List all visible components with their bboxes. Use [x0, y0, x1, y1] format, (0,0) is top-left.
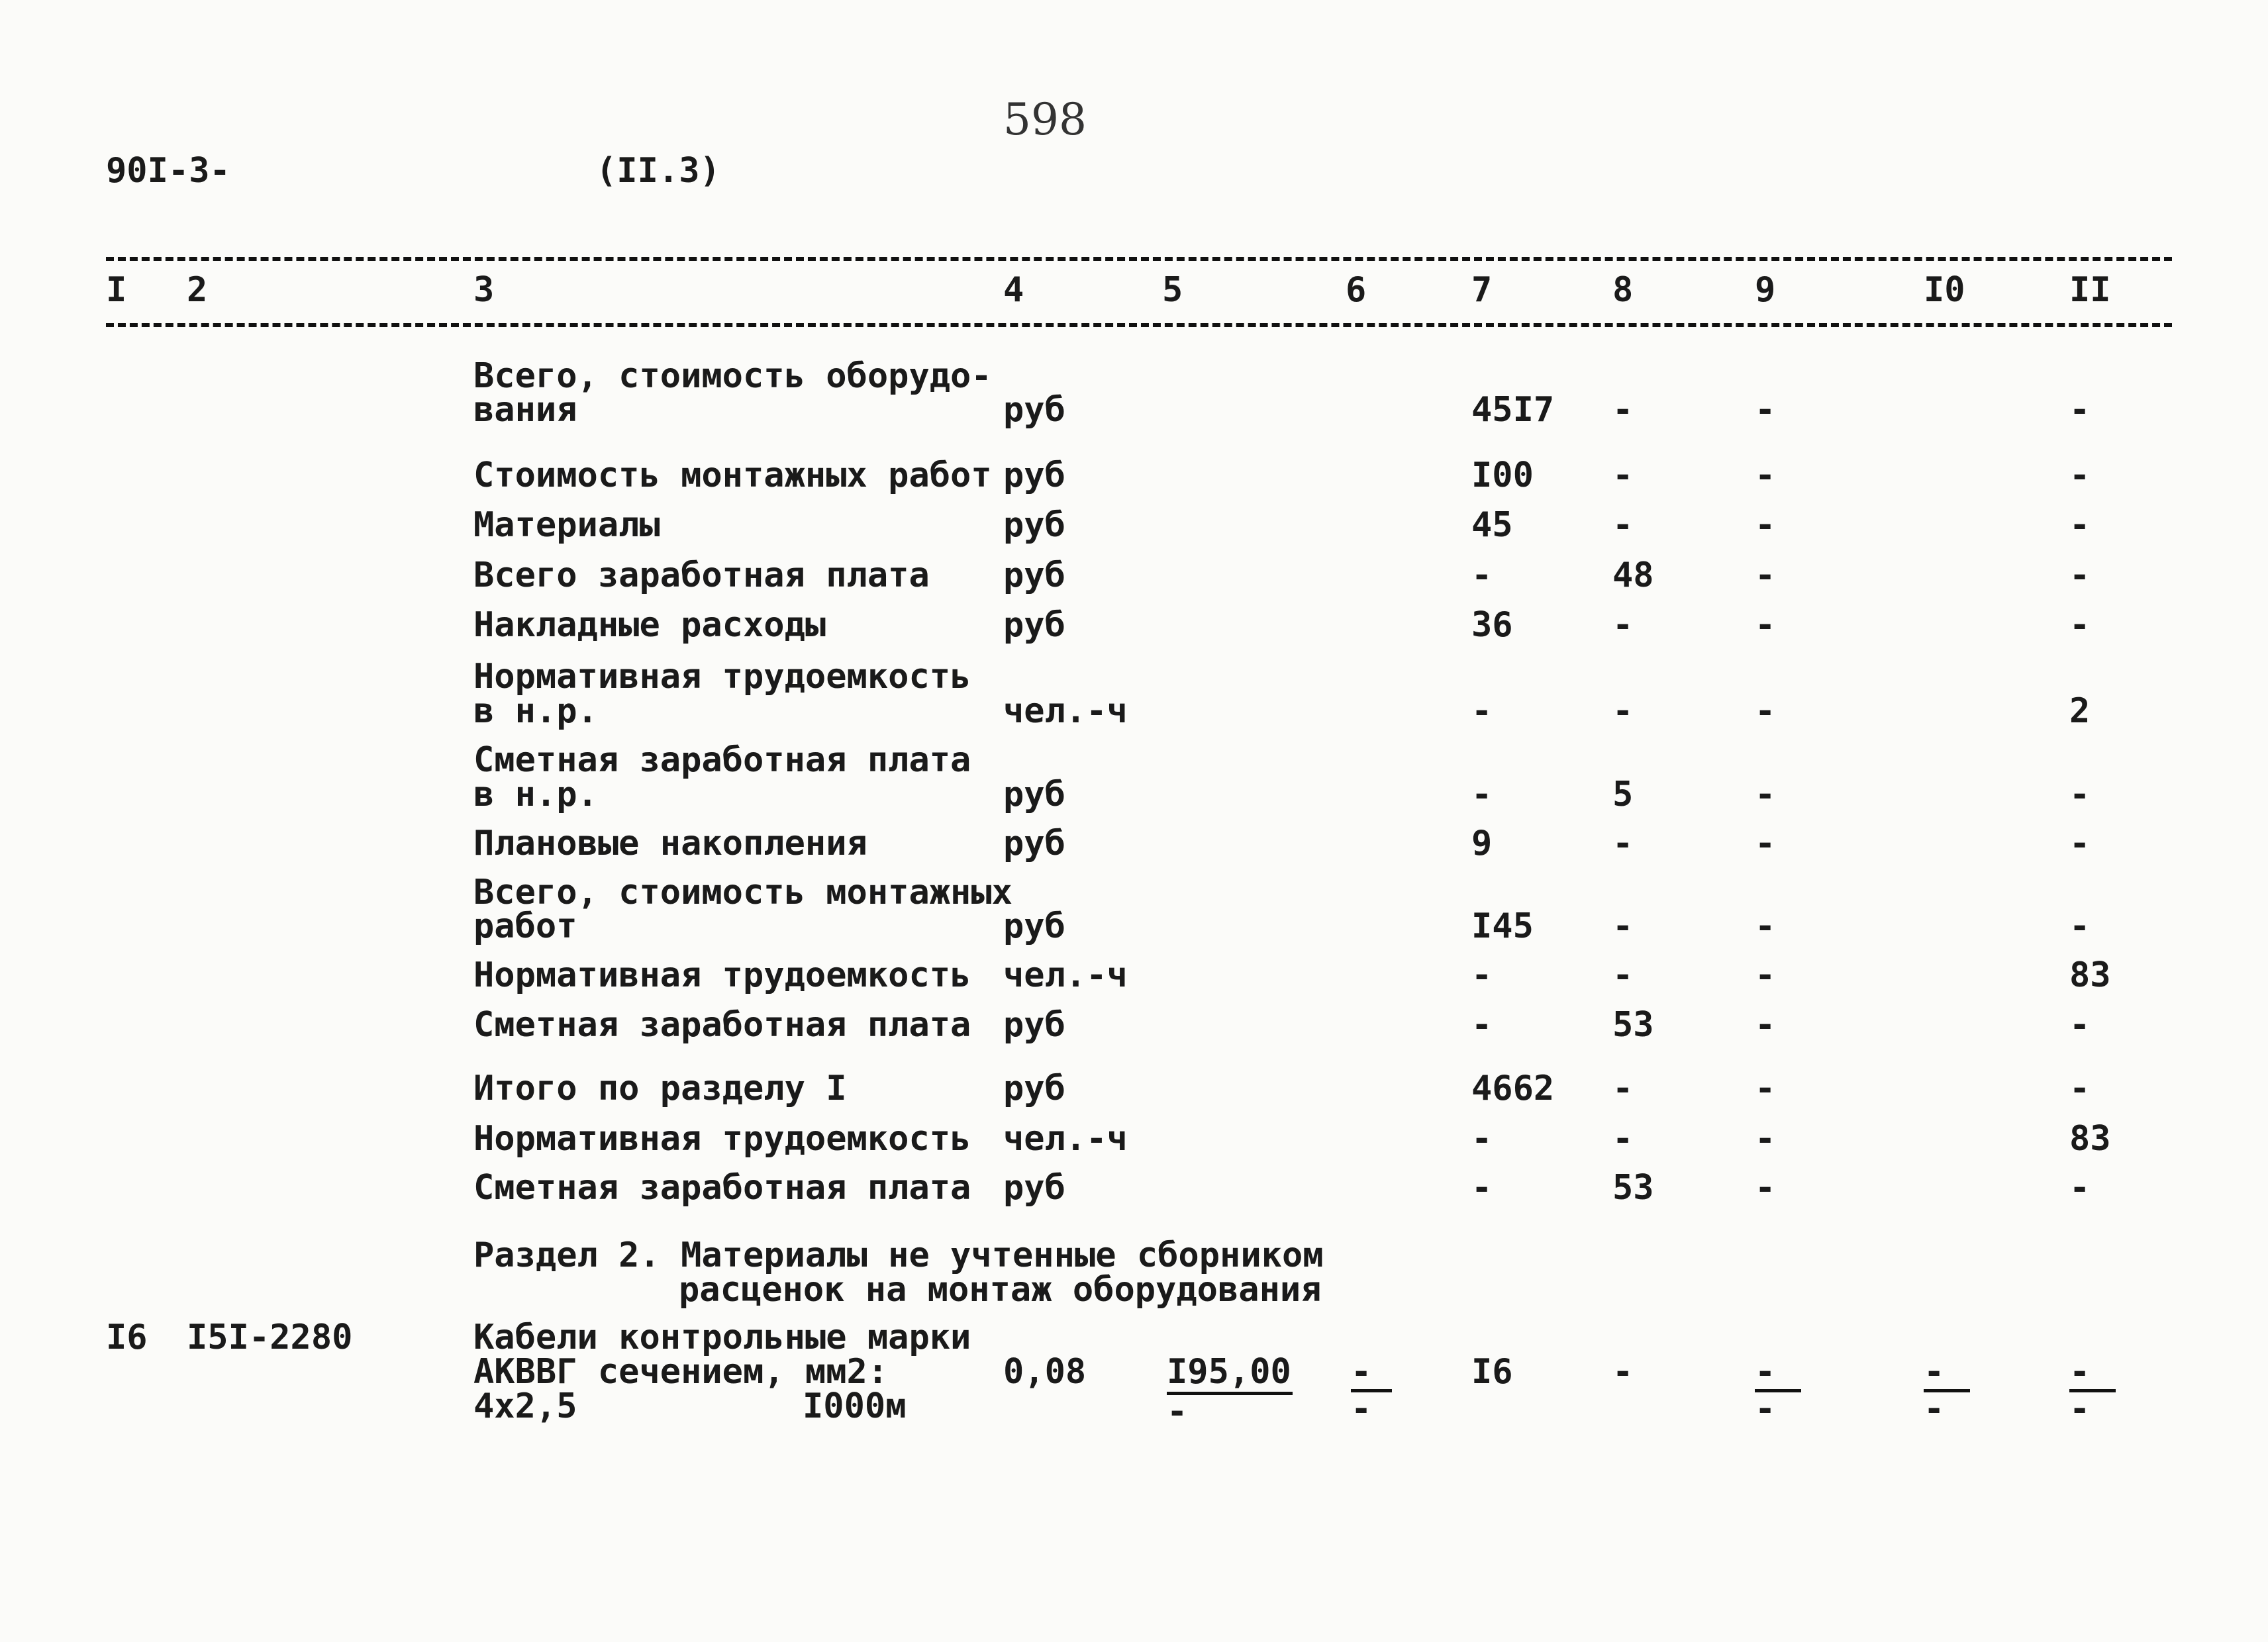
row-unit: руб: [1003, 1005, 1065, 1045]
cell-col11: -: [2069, 775, 2091, 814]
row-description: Накладные расходы: [473, 605, 826, 645]
column-header: I0: [1924, 270, 1965, 310]
section-title: Раздел 2. Материалы не учтенные сборником: [473, 1235, 1324, 1275]
row-unit: руб: [1003, 456, 1065, 495]
cell-col11: -: [2069, 1069, 2091, 1108]
column-header: I: [106, 270, 127, 310]
cell-col7: -: [1471, 955, 1493, 995]
cell-col8: -: [1612, 505, 1634, 545]
column-header: 5: [1162, 270, 1183, 310]
cell-col8: -: [1612, 1069, 1634, 1108]
cell-col9: -: [1755, 555, 1776, 595]
cell-col10-top: -: [1924, 1352, 1945, 1392]
cell-col9-top: -: [1755, 1352, 1776, 1392]
row-description: Плановые накопления: [473, 824, 867, 863]
cell-col7: 9: [1471, 824, 1493, 863]
row-unit: чел.-ч: [1003, 1119, 1128, 1159]
item-description-continued: АКВВГ сечением, мм2:: [473, 1352, 889, 1392]
item-description: Кабели контрольные марки: [473, 1318, 971, 1357]
cell-col9: -: [1755, 1119, 1776, 1159]
cell-col11: -: [2069, 456, 2091, 495]
cell-col11: -: [2069, 906, 2091, 946]
item-price-below: -: [1167, 1392, 1188, 1431]
cell-col11: -: [2069, 555, 2091, 595]
row-description: Сметная заработная плата: [473, 740, 971, 780]
column-header: 6: [1346, 270, 1367, 310]
cell-col7: -: [1471, 1119, 1493, 1159]
cell-col11: -: [2069, 605, 2091, 645]
cell-col7: 4662: [1471, 1069, 1555, 1108]
column-header: 8: [1612, 270, 1634, 310]
row-unit: руб: [1003, 1069, 1065, 1108]
cell-col11: -: [2069, 1168, 2091, 1208]
cell-col7: I00: [1471, 456, 1534, 495]
item-quantity: 0,08: [1003, 1352, 1087, 1392]
row-unit: руб: [1003, 906, 1065, 946]
column-header: 4: [1003, 270, 1024, 310]
row-description: Итого по разделу I: [473, 1069, 847, 1108]
cell-col7: I45: [1471, 906, 1534, 946]
header-bottom-rule: [106, 323, 2172, 327]
cell-col9: -: [1755, 390, 1776, 430]
cell-col8: 48: [1612, 555, 1654, 595]
row-description-continued: в н.р.: [473, 691, 598, 731]
cell-col7: -: [1471, 1005, 1493, 1045]
cell-col8: -: [1612, 955, 1634, 995]
cell-col9: -: [1755, 691, 1776, 731]
cell-col7: 45: [1471, 505, 1513, 545]
row-unit: руб: [1003, 505, 1065, 545]
item-description-size: 4х2,5: [473, 1386, 577, 1426]
column-header: 7: [1471, 270, 1493, 310]
document-reference: (II.3): [596, 151, 720, 191]
cell-col6-top: -: [1351, 1352, 1372, 1392]
cell-col11-bottom: -: [2069, 1389, 2091, 1429]
item-number: I6: [106, 1318, 148, 1357]
row-description: Нормативная трудоемкость: [473, 657, 971, 697]
cell-col11: -: [2069, 824, 2091, 863]
row-description: Нормативная трудоемкость: [473, 1119, 971, 1159]
row-description: Сметная заработная плата: [473, 1168, 971, 1208]
cell-col11: -: [2069, 1005, 2091, 1045]
page-number: 598: [1003, 94, 1087, 145]
cell-col9: -: [1755, 505, 1776, 545]
cell-col11: 2: [2069, 691, 2091, 731]
section-title-continued: расценок на монтаж оборудования: [679, 1270, 1322, 1310]
cell-col8: 53: [1612, 1168, 1654, 1208]
cell-col8: -: [1612, 691, 1634, 731]
cell-col9: -: [1755, 906, 1776, 946]
row-description: Сметная заработная плата: [473, 1005, 971, 1045]
cell-col7: -: [1471, 555, 1493, 595]
cell-col11: -: [2069, 390, 2091, 430]
row-unit: чел.-ч: [1003, 691, 1128, 731]
row-unit: руб: [1003, 555, 1065, 595]
row-description-continued: вания: [473, 390, 577, 430]
cell-col7: -: [1471, 691, 1493, 731]
cell-col9: -: [1755, 605, 1776, 645]
row-description: Всего, стоимость оборудо-: [473, 356, 992, 396]
cell-col11-top: -: [2069, 1352, 2091, 1392]
cell-col7: 45I7: [1471, 390, 1555, 430]
cell-col10-bottom: -: [1924, 1389, 1945, 1429]
item-unit-price: I95,00: [1167, 1352, 1291, 1392]
header-top-rule: [106, 257, 2172, 261]
cell-col8: -: [1612, 1119, 1634, 1159]
cell-col7: -: [1471, 1168, 1493, 1208]
row-unit: чел.-ч: [1003, 955, 1128, 995]
cell-col8: 53: [1612, 1005, 1654, 1045]
cell-col9: -: [1755, 1069, 1776, 1108]
row-unit: руб: [1003, 390, 1065, 430]
cell-col7: 36: [1471, 605, 1513, 645]
cell-col8: -: [1612, 605, 1634, 645]
row-unit: руб: [1003, 1168, 1065, 1208]
cell-col8: -: [1612, 1352, 1634, 1392]
cell-col11: -: [2069, 505, 2091, 545]
column-header: II: [2069, 270, 2111, 310]
row-description-continued: в н.р.: [473, 775, 598, 814]
cell-col6-bottom: -: [1351, 1389, 1372, 1429]
cell-col9: -: [1755, 824, 1776, 863]
cell-col9: -: [1755, 955, 1776, 995]
cell-col9: -: [1755, 775, 1776, 814]
item-code: I5I-2280: [187, 1318, 353, 1357]
cell-col8: -: [1612, 390, 1634, 430]
cell-col8: 5: [1612, 775, 1634, 814]
row-description-continued: работ: [473, 906, 577, 946]
row-description: Нормативная трудоемкость: [473, 955, 971, 995]
row-unit: руб: [1003, 605, 1065, 645]
cell-col8: -: [1612, 824, 1634, 863]
cell-col7: I6: [1471, 1352, 1513, 1392]
item-unit: I000м: [803, 1386, 907, 1426]
cell-col11: 83: [2069, 955, 2111, 995]
cell-col7: -: [1471, 775, 1493, 814]
document-code: 90I-3-: [106, 151, 230, 191]
cell-col9: -: [1755, 456, 1776, 495]
row-unit: руб: [1003, 824, 1065, 863]
cell-col11: 83: [2069, 1119, 2111, 1159]
row-description: Всего, стоимость монтажных: [473, 873, 1012, 912]
cell-col9: -: [1755, 1168, 1776, 1208]
row-description: Стоимость монтажных работ: [473, 456, 992, 495]
row-unit: руб: [1003, 775, 1065, 814]
column-header: 9: [1755, 270, 1776, 310]
cell-col9: -: [1755, 1005, 1776, 1045]
row-description: Материалы: [473, 505, 660, 545]
row-description: Всего заработная плата: [473, 555, 930, 595]
cell-col8: -: [1612, 456, 1634, 495]
column-header: 3: [473, 270, 495, 310]
column-header: 2: [187, 270, 208, 310]
cell-col8: -: [1612, 906, 1634, 946]
cell-col9-bottom: -: [1755, 1389, 1776, 1429]
